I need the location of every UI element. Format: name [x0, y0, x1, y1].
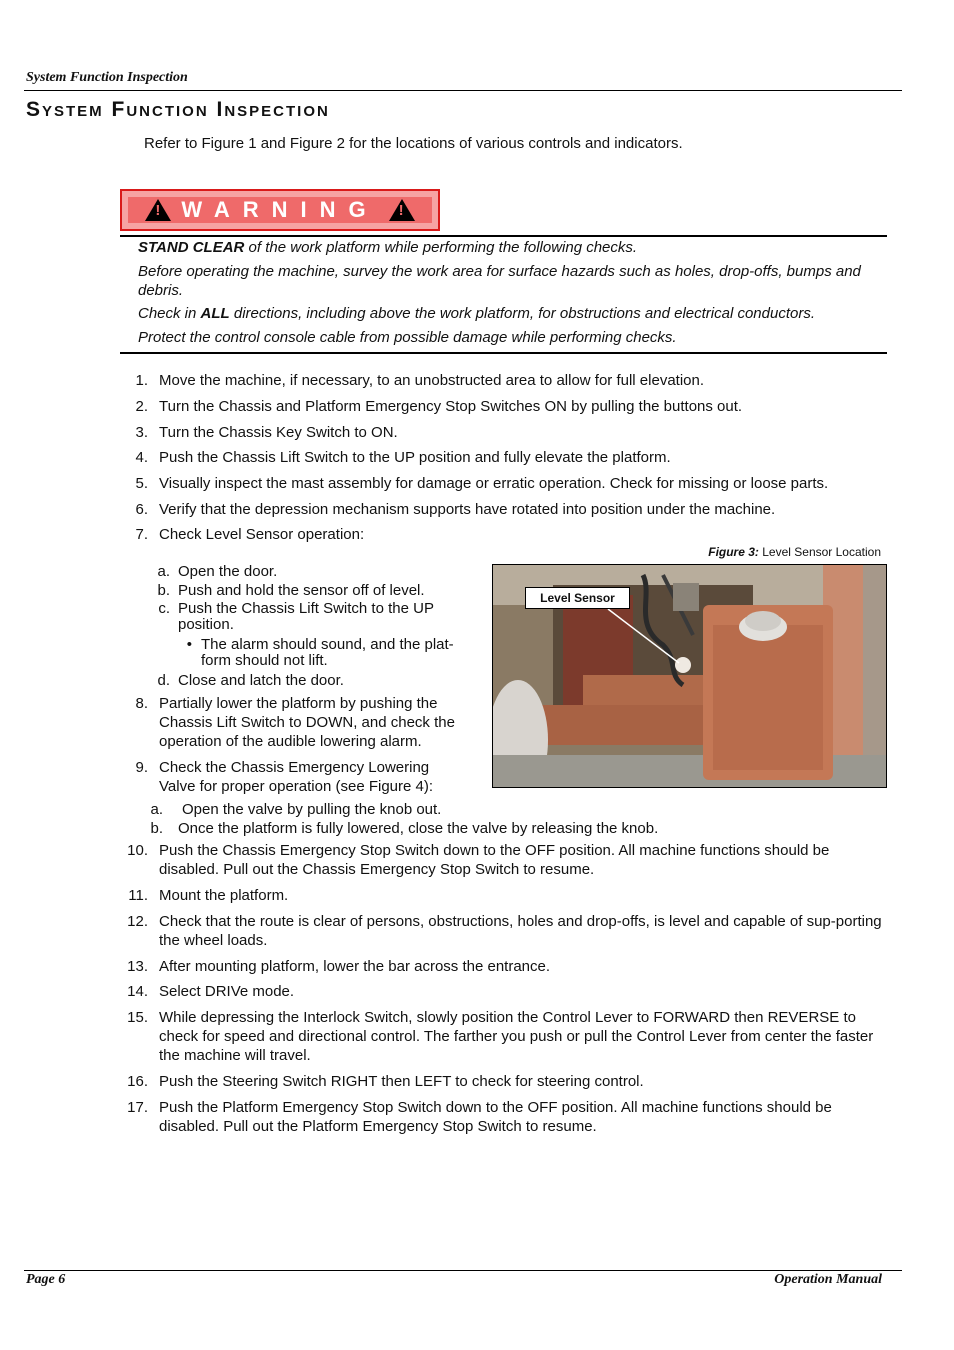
- warning-banner: [120, 189, 440, 231]
- page-title: System Function Inspection: [26, 98, 330, 121]
- warning-triangle-icon: !: [145, 199, 171, 221]
- header-rule: [24, 90, 902, 91]
- running-header: System Function Inspection: [26, 70, 188, 85]
- warning-line-1: STAND CLEAR of the work platform while performing the following checks.: [138, 239, 638, 256]
- level-sensor-callout: Level Sensor: [525, 587, 630, 609]
- warning-label: WARNING: [181, 197, 379, 222]
- intro-text: Refer to Figure 1 and Figure 2 for the locations of various controls and indicators.: [144, 135, 683, 152]
- warning-line-2: Before operating the machine, survey the work area for surface hazards such as holes, drop-offs, bumps and debris.: [138, 263, 861, 299]
- footer-rule: [24, 1270, 902, 1271]
- warning-rule-bottom: [120, 352, 887, 354]
- footer-page-number: Page 6: [26, 1272, 66, 1287]
- warning-line-3: Check in ALL directions, including above the work platform, for obstructions and electrical conductors.: [138, 305, 815, 322]
- figure-caption: Figure 3: Level Sensor Location: [708, 545, 881, 559]
- warning-rule-top: [120, 235, 887, 237]
- footer-manual-title: Operation Manual: [774, 1272, 882, 1287]
- warning-line-4: Protect the control console cable from possible damage while performing checks.: [138, 329, 677, 346]
- warning-triangle-icon: !: [389, 199, 415, 221]
